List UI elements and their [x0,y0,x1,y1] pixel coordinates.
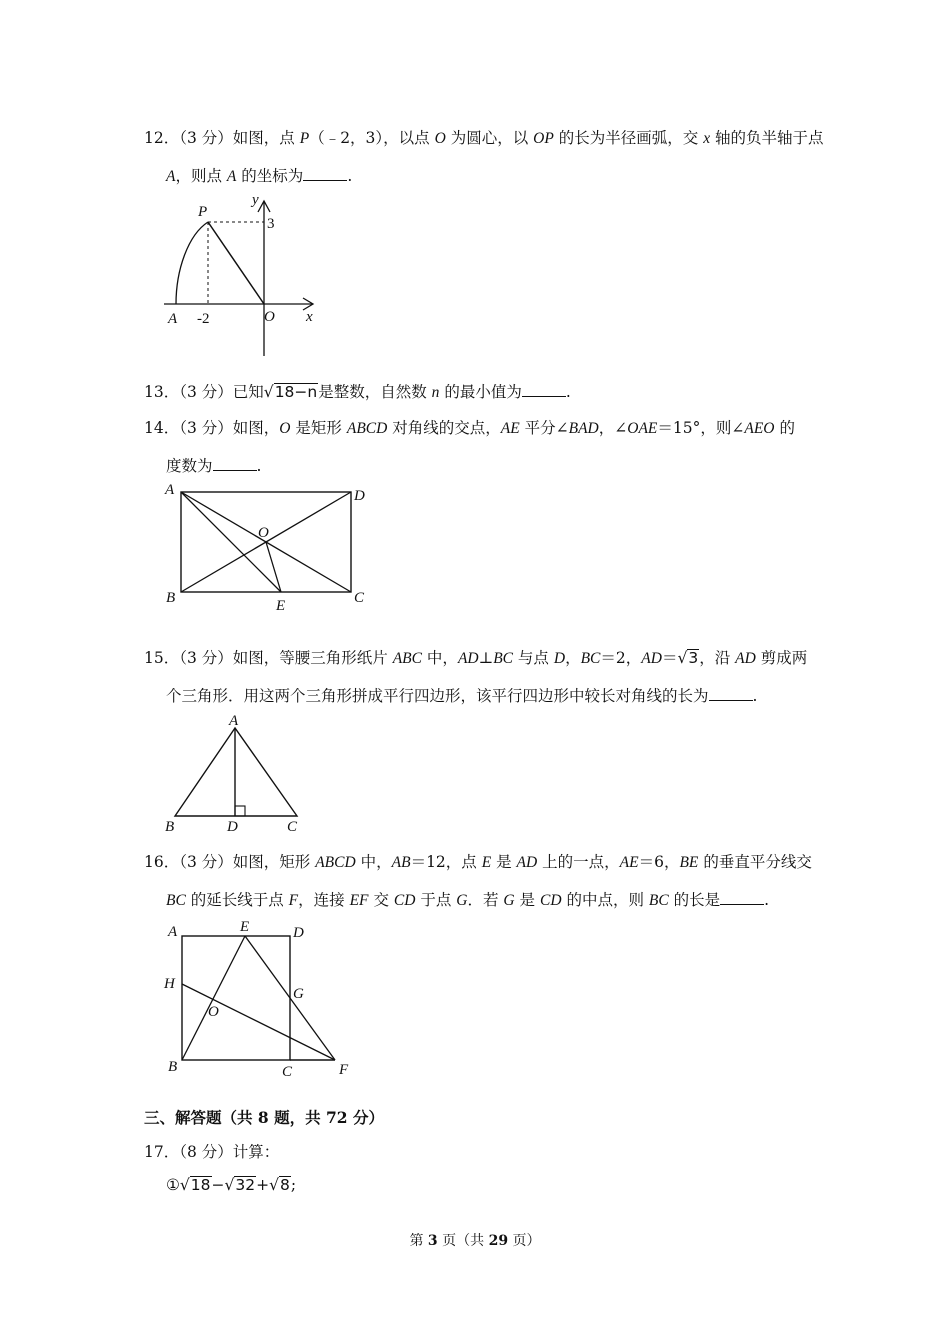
q15-text: 中， [422,649,458,667]
q14-text: 的 [774,419,795,437]
q15-text: 剪成两 [755,649,808,667]
q15-var: AD [457,650,479,667]
q16-text: 中， [355,853,392,871]
q12-figure [160,190,330,360]
q16-text: 的延长线于点 [185,891,289,909]
q14-text: ＝15°，则∠ [657,419,745,437]
q16-text: 交 [368,891,394,909]
q12-text: 的坐标为 [236,167,304,185]
fig15-label-d: D [227,819,238,835]
q16-text: 是 [514,891,540,909]
q13-radicand: 18−n [274,383,318,401]
fig12-label-neg2: -2 [197,311,210,327]
q15-var: ABC [392,650,422,667]
q12-var-a: A [166,168,176,185]
q15-number: 15． [144,649,180,667]
fig16-label-o: O [208,1004,219,1020]
fig12-label-p: P [198,204,208,220]
fig16-label-h: H [164,976,175,992]
answer-blank [720,890,764,905]
q15-period: . [752,687,758,705]
q12-text: ，则点 [175,167,227,185]
fig12-label-o: O [264,309,275,325]
q15-var: AD [641,650,662,667]
q12-period: . [347,167,353,185]
q12-var-o: O [434,130,446,147]
footer-text: 页（共 [437,1233,489,1249]
q16-text: 是 [491,853,517,871]
q15-figure [160,710,320,840]
q16-text: 如图，矩形 [232,853,316,871]
fig16-label-c: C [282,1064,293,1080]
q12-score: （3 分） [179,129,233,147]
section-heading: 三、解答题（共 8 题，共 72 分） [144,1108,384,1127]
q16-var: EF [349,892,369,909]
q17-operator: + [256,1176,270,1194]
q16-text: ，连接 [298,891,350,909]
q13-period: . [565,383,571,401]
fig16-label-e: E [240,919,250,935]
fig15-label-c: C [287,819,298,835]
q14-var: ABCD [346,420,388,437]
q17-operator: − [211,1176,225,1194]
q15-var: BC [580,650,601,667]
q17-item1 [166,1176,296,1194]
q14-period: . [256,457,262,475]
q16-var: ABCD [315,854,356,871]
q13-line [144,380,571,402]
q16-number: 16． [144,853,180,871]
q15-text: 如图，等腰三角形纸片 [232,649,393,667]
sqrt-sign: √ [677,649,688,667]
q16-text: 上的一点， [537,853,620,871]
q16-figure [160,915,360,1080]
q15-text: 个三角形．用这两个三角形拼成平行四边形，该平行四边形中较长对角线的长为 [166,687,709,705]
q14-var: O [279,420,291,437]
q16-text: 的长是 [668,891,721,909]
q12-var-x: x [703,130,711,147]
q14-var: AE [500,420,520,437]
q16-var: BC [648,892,669,909]
q17-text: 计算： [232,1143,280,1161]
q16-var: BE [679,854,699,871]
q13-text: 已知 [232,383,264,401]
q12-var-a: A [226,168,237,185]
footer-text: 第 [409,1233,428,1249]
q14-figure [160,480,380,615]
q17-radicand: 18 [190,1176,211,1194]
total-pages: 29 [488,1233,509,1249]
footer-text: 页） [508,1233,541,1249]
q14-line1 [144,416,795,438]
q15-score: （3 分） [179,649,233,667]
sqrt-sign: √ [179,1176,190,1194]
q16-var: AD [516,854,538,871]
q14-var: AEO [744,420,775,437]
q15-text: ＝ [661,649,678,667]
q14-text: 度数为 [166,457,213,475]
q14-var: OAE [627,420,658,437]
q14-number: 14． [144,419,180,437]
q16-line2 [166,888,769,910]
q16-var: F [288,892,299,909]
q15-var: AD [735,650,756,667]
q15-line1 [144,646,807,668]
sqrt-sign: √ [263,383,274,401]
q15-var: D [553,650,566,667]
fig12-label-3: 3 [267,216,275,232]
q14-line2 [166,454,261,476]
fig16-label-f: F [339,1062,349,1078]
q16-var: CD [393,892,416,909]
q16-var: AB [391,854,411,871]
answer-blank [709,686,753,701]
q12-line1 [144,126,824,148]
sqrt-sign: √ [269,1176,280,1194]
q17-radicand: 8 [280,1176,290,1194]
answer-blank [213,456,257,471]
q16-var: G [503,892,515,909]
q16-var: AE [619,854,639,871]
q14-var: BAD [568,420,599,437]
sqrt-sign: √ [224,1176,235,1194]
q15-line2 [166,684,757,706]
q15-var: BC [493,650,513,667]
q17-number: 17． [144,1143,180,1161]
q15-text: ＝2， [600,649,642,667]
q14-score: （3 分） [179,419,233,437]
q12-var-op: OP [533,130,554,147]
q16-var: CD [539,892,562,909]
q16-text: 的垂直平分线交 [698,853,812,871]
q15-radicand: 3 [688,649,699,667]
q12-text: 为圆心，以 [445,129,534,147]
fig14-label-o: O [258,525,269,541]
page-footer [0,1230,950,1250]
q16-period: . [764,891,770,909]
q13-var-n: n [431,384,440,401]
q16-var: E [481,854,492,871]
q16-text: ＝12，点 [410,853,482,871]
q12-text: （﹣2，3），以点 [309,129,435,147]
q14-text: 平分∠ [519,419,569,437]
answer-blank [522,382,566,397]
fig14-label-a: A [165,482,175,498]
q16-score: （3 分） [179,853,233,871]
q17-semicolon: ; [290,1176,297,1194]
q14-text: 是矩形 [290,419,347,437]
q13-text: 的最小值为 [439,383,522,401]
q13-score: （3 分） [179,383,233,401]
q14-text: 对角线的交点， [387,419,501,437]
fig14-label-d: D [354,488,365,504]
fig14-label-b: B [166,590,176,606]
fig14-label-c: C [354,590,365,606]
q16-text: ．若 [467,891,504,909]
fig15-label-b: B [165,819,175,835]
q12-number: 12． [144,129,180,147]
answer-blank [303,166,347,181]
q15-text: 与点 [513,649,554,667]
q13-number: 13． [144,383,180,401]
q12-text: 如图，点 [232,129,300,147]
fig12-label-x: x [306,309,313,325]
q17-radicand: 32 [235,1176,256,1194]
q13-text: 是整数，自然数 [318,383,432,401]
fig12-label-a: A [168,311,178,327]
q16-var: BC [166,892,186,909]
q12-text: 的长为半径画弧，交 [553,129,704,147]
q14-text: ，∠ [598,419,628,437]
q16-text: ＝6， [638,853,680,871]
q12-text: 轴的负半轴于点 [710,129,824,147]
fig14-label-e: E [276,598,286,614]
q16-text: 于点 [415,891,457,909]
q17-score: （8 分） [179,1143,233,1161]
q12-line2 [166,164,352,186]
q15-text: ，沿 [699,649,736,667]
fig16-label-g: G [293,986,304,1002]
q17-line1 [144,1140,279,1162]
q16-line1 [144,850,812,872]
page-number: 3 [427,1233,438,1249]
q15-text: ， [565,649,581,667]
q16-var: G [456,892,468,909]
q12-var-p: P [299,130,310,147]
q14-text: 如图， [232,419,280,437]
fig12-label-y: y [252,192,259,208]
fig16-label-b: B [168,1059,178,1075]
fig16-label-a: A [168,924,178,940]
q15-text: ⊥ [478,649,494,667]
q16-text: 的中点，则 [561,891,649,909]
fig15-label-a: A [229,713,239,729]
q17-item-marker: ① [166,1176,180,1194]
fig16-label-d: D [293,925,304,941]
